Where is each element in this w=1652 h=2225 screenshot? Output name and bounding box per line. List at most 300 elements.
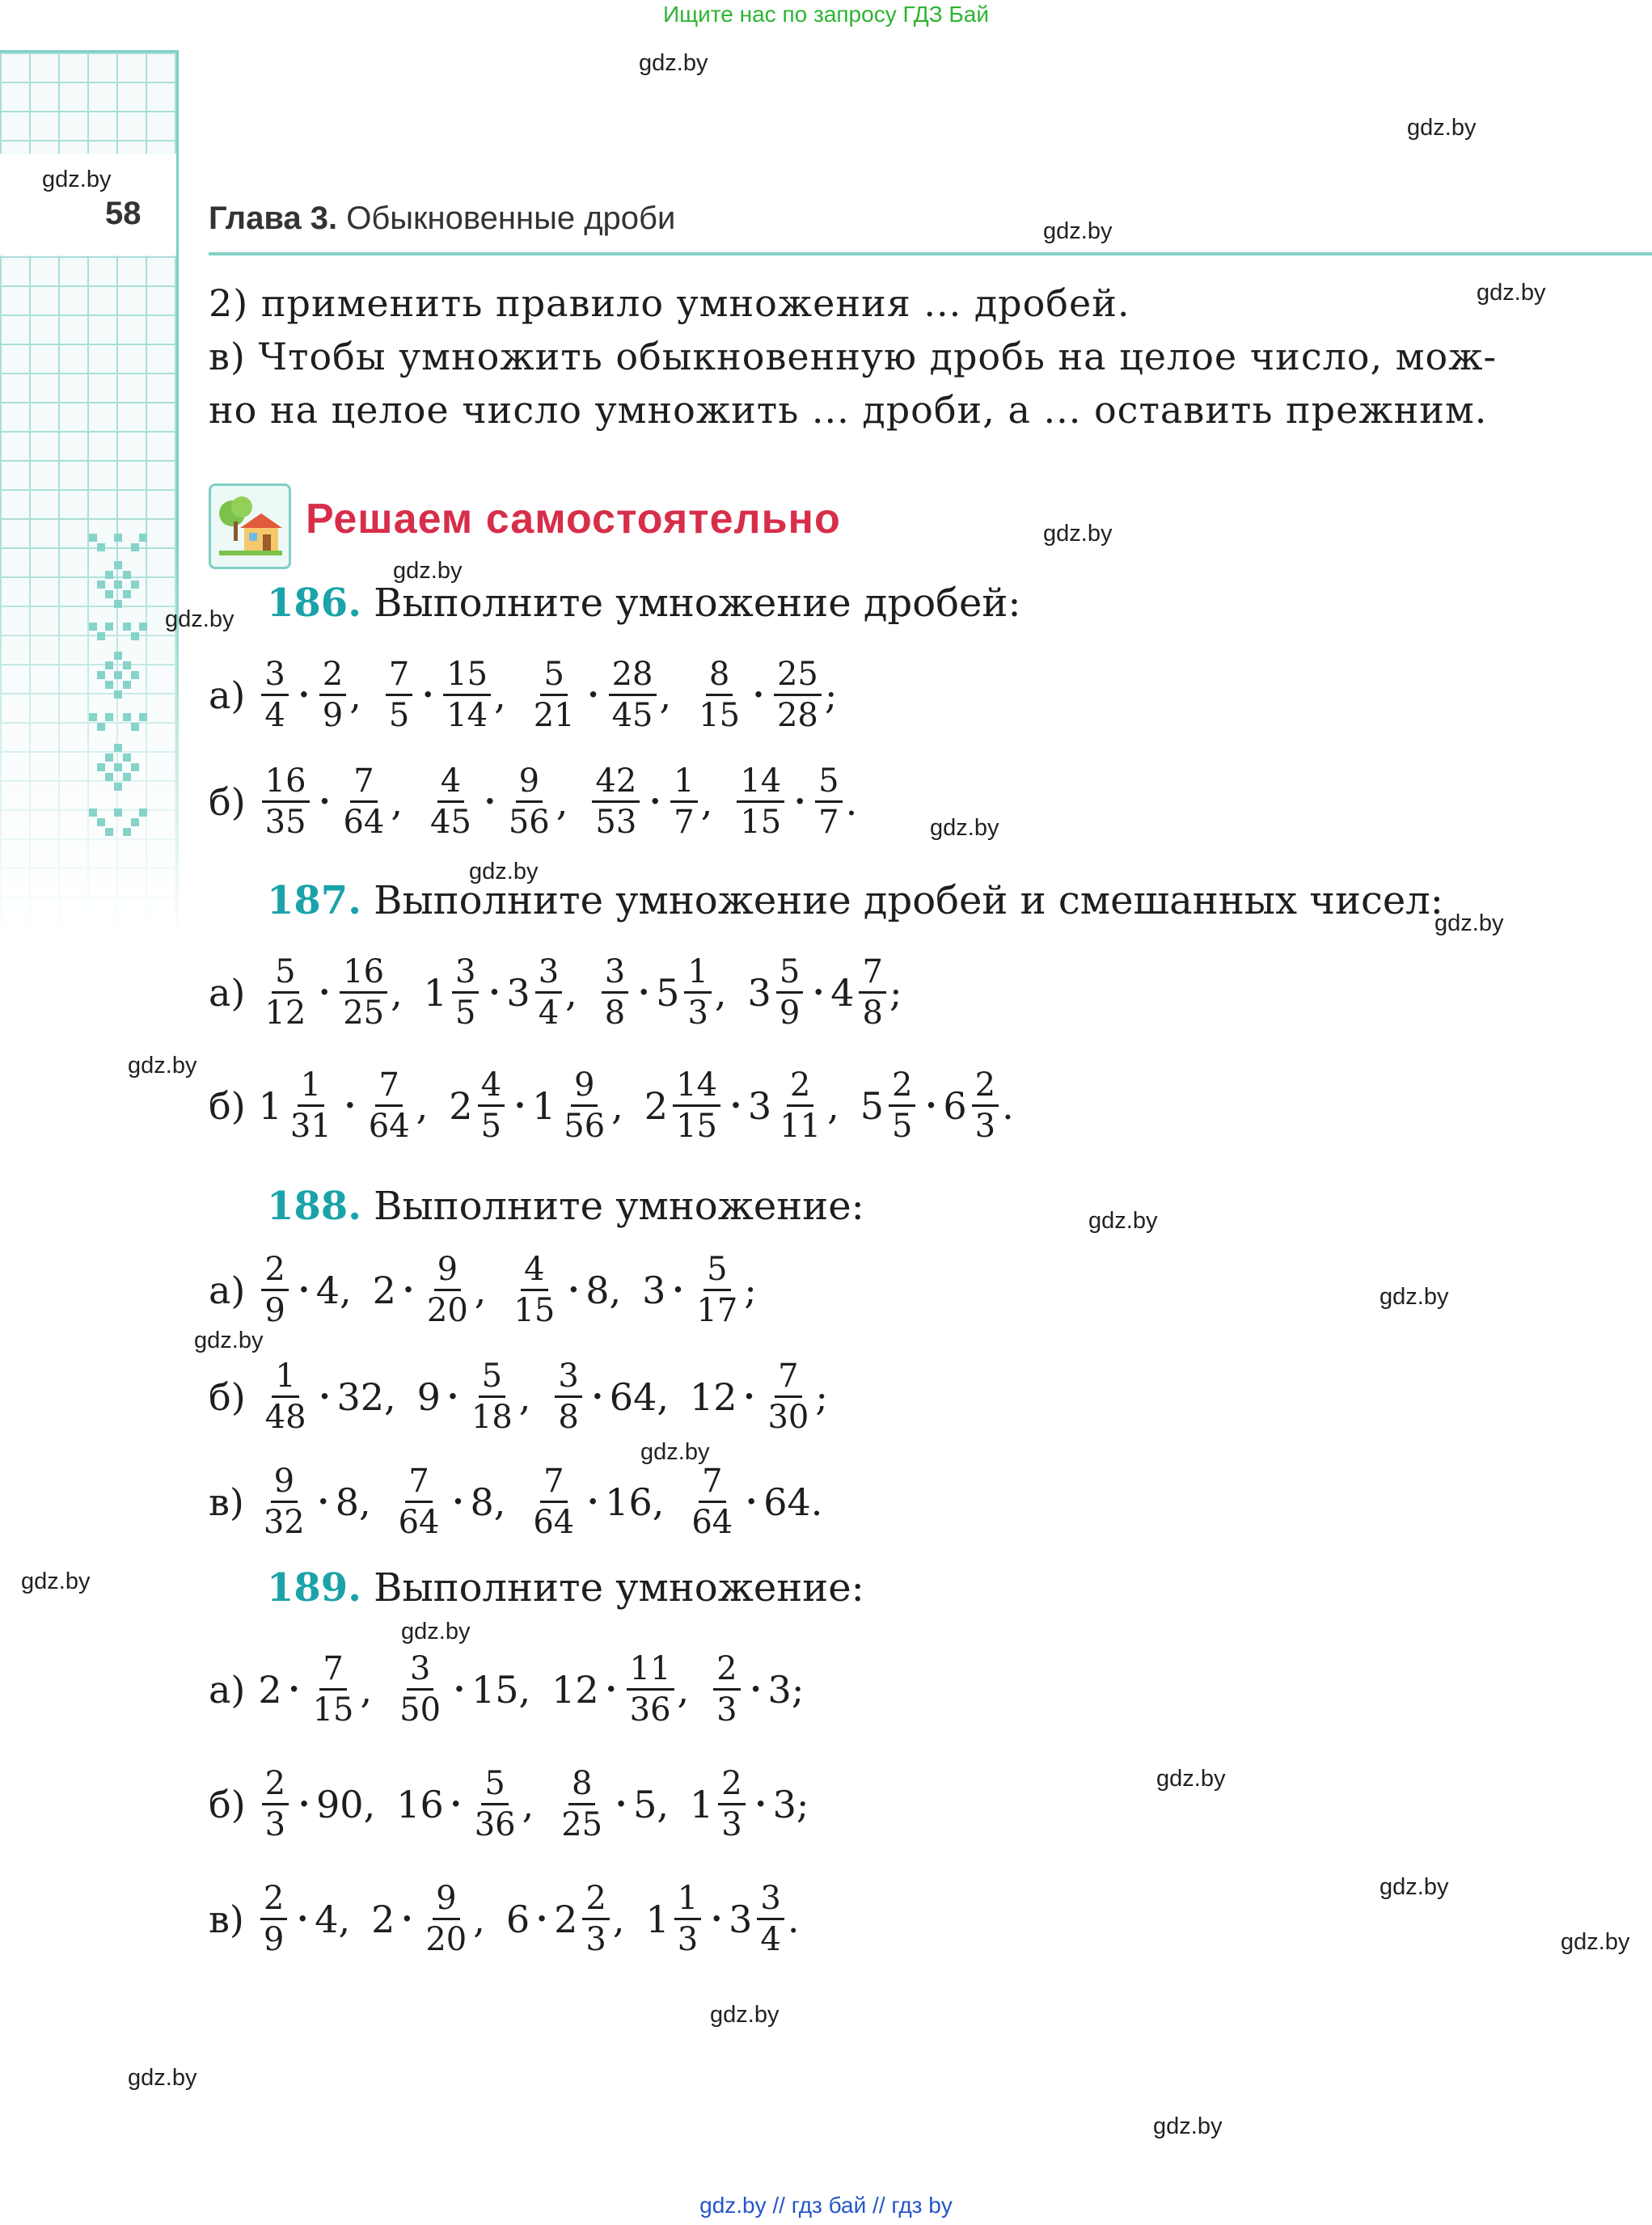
- integer: 64: [763, 1480, 811, 1524]
- punctuation: ,: [609, 1268, 622, 1312]
- fraction: [287, 1066, 335, 1146]
- punctuation: ,: [714, 970, 727, 1015]
- operand: [554, 1879, 613, 1959]
- numerator: 28: [609, 655, 657, 696]
- operand: [526, 1462, 581, 1542]
- operand: [812, 762, 845, 842]
- watermark: gdz.by: [194, 1328, 264, 1353]
- product-expression: [692, 655, 825, 735]
- punctuation: ,: [518, 1374, 531, 1419]
- multiply-dot: ·: [813, 973, 825, 1011]
- fraction: [592, 762, 640, 842]
- fraction: [776, 1066, 824, 1146]
- chapter-label: Глава 3.: [209, 201, 338, 236]
- watermark: gdz.by: [1434, 910, 1504, 936]
- numerator: 2: [319, 655, 346, 696]
- operand: [392, 1462, 446, 1542]
- operand: [690, 1375, 737, 1419]
- denominator: 11: [780, 1108, 822, 1145]
- denominator: 28: [776, 697, 818, 734]
- fraction: [972, 1066, 999, 1146]
- fraction: [673, 1066, 720, 1146]
- intro-line: но на целое число умножить ... дроби, а ... оставить прежним.: [209, 388, 1488, 432]
- multiply-dot: ·: [587, 676, 599, 714]
- numerator: 5: [481, 1764, 508, 1805]
- numerator: 15: [443, 655, 491, 696]
- fraction: [262, 1764, 289, 1844]
- product-expression: [645, 1879, 787, 1959]
- denominator: 3: [721, 1806, 742, 1843]
- multiply-dot: ·: [298, 676, 310, 714]
- fraction: [627, 1649, 674, 1729]
- fraction: [764, 1357, 812, 1437]
- watermark: gdz.by: [128, 1053, 197, 1079]
- denominator: 3: [687, 994, 708, 1032]
- denominator: 5: [455, 994, 476, 1032]
- operand: [551, 1668, 599, 1712]
- numerator: 7: [350, 762, 377, 803]
- denominator: 9: [264, 1292, 285, 1329]
- product-expression: [257, 1462, 359, 1542]
- chapter-divider: [209, 252, 1652, 255]
- fraction: [386, 655, 412, 735]
- product-expression: [258, 952, 391, 1032]
- punctuation: ,: [494, 673, 506, 717]
- punctuation: ,: [657, 1782, 669, 1826]
- multiply-dot: ·: [422, 676, 434, 714]
- punctuation: ,: [340, 1268, 352, 1312]
- watermark: gdz.by: [930, 815, 999, 841]
- product-expression: [507, 1250, 609, 1330]
- product-expression: [382, 655, 494, 735]
- watermark: gdz.by: [401, 1619, 471, 1644]
- watermark: gdz.by: [1477, 280, 1546, 306]
- denominator: 5: [892, 1108, 913, 1145]
- watermark: gdz.by: [21, 1568, 91, 1594]
- integer: 8: [470, 1480, 494, 1524]
- operand: [315, 1898, 338, 1941]
- denominator: 12: [264, 994, 306, 1032]
- denominator: 3: [716, 1691, 737, 1729]
- multiply-dot: ·: [536, 1900, 548, 1938]
- fraction: [609, 655, 657, 735]
- watermark: gdz.by: [393, 558, 463, 584]
- numerator: 11: [627, 1649, 674, 1691]
- row-label: б): [209, 1083, 246, 1128]
- product-expression: [733, 762, 845, 842]
- operand: [690, 1764, 749, 1844]
- punctuation: ,: [659, 673, 672, 717]
- integer: 3: [772, 1782, 796, 1826]
- punctuation: ,: [493, 1480, 506, 1524]
- operand: [468, 1764, 522, 1844]
- numerator: 9: [571, 1066, 598, 1107]
- product-expression: [396, 1764, 522, 1844]
- denominator: 30: [767, 1399, 809, 1436]
- fraction: [365, 1066, 413, 1146]
- punctuation: .: [787, 1897, 800, 1941]
- product-expression: [748, 952, 889, 1032]
- operand: [506, 952, 565, 1032]
- top-banner[interactable]: Ищите нас по запросу ГДЗ Бай: [662, 2, 990, 27]
- multiply-dot: ·: [729, 1087, 741, 1125]
- punctuation: ;: [815, 1374, 828, 1419]
- punctuation: ,: [657, 1374, 669, 1419]
- denominator: 64: [691, 1504, 733, 1541]
- product-expression: [860, 1066, 1002, 1146]
- operand: [257, 1879, 290, 1959]
- operand: [748, 952, 807, 1032]
- product-expression: [424, 952, 565, 1032]
- punctuation: .: [810, 1480, 823, 1524]
- fraction: [452, 952, 479, 1032]
- exercise-row: [209, 1066, 1035, 1146]
- operand: [373, 1269, 396, 1312]
- operand: [258, 655, 291, 735]
- exercise-row: [209, 1649, 825, 1729]
- exercise-number: 188.: [267, 1184, 361, 1229]
- denominator: 15: [699, 697, 741, 734]
- denominator: 35: [264, 804, 306, 841]
- numerator: 5: [272, 952, 298, 994]
- numerator: 7: [319, 1649, 346, 1691]
- integer: 16: [605, 1480, 653, 1524]
- watermark: gdz.by: [1043, 218, 1113, 244]
- integer: 64: [609, 1374, 657, 1419]
- integer: 6: [505, 1897, 530, 1941]
- fraction: [757, 1879, 784, 1959]
- whole-part: 2: [449, 1083, 473, 1128]
- row-label: а): [209, 1268, 246, 1312]
- fraction: [558, 1764, 606, 1844]
- denominator: 31: [289, 1108, 332, 1145]
- operand: [532, 1066, 611, 1146]
- denominator: 48: [264, 1399, 306, 1436]
- fraction: [774, 655, 822, 735]
- denominator: 20: [425, 1921, 467, 1958]
- operand: [645, 1879, 704, 1959]
- product-expression: [258, 1649, 360, 1729]
- operand: [257, 1462, 311, 1542]
- integer: 3: [767, 1667, 792, 1712]
- fraction: [396, 1649, 444, 1729]
- product-expression: [424, 762, 556, 842]
- integer: 5: [633, 1782, 657, 1826]
- fraction: [468, 1357, 516, 1437]
- multiply-dot: ·: [298, 1271, 310, 1309]
- operand: [589, 762, 643, 842]
- integer: 4: [315, 1268, 340, 1312]
- numerator: 5: [540, 655, 567, 696]
- watermark: gdz.by: [165, 606, 234, 632]
- denominator: 8: [604, 994, 626, 1032]
- integer: 15: [471, 1667, 519, 1712]
- denominator: 17: [696, 1292, 738, 1329]
- fraction: [262, 1357, 310, 1437]
- numerator: 14: [673, 1066, 720, 1107]
- operand: [610, 1375, 657, 1419]
- product-expression: [393, 1649, 518, 1729]
- multiply-dot: ·: [794, 783, 806, 821]
- integer: 3: [642, 1268, 666, 1312]
- operand: [259, 1764, 292, 1844]
- product-expression: [555, 1764, 657, 1844]
- product-expression: [551, 1649, 677, 1729]
- multiply-dot: ·: [514, 1087, 526, 1125]
- denominator: 7: [818, 804, 839, 841]
- numerator: 2: [972, 1066, 999, 1107]
- fraction: [688, 1462, 736, 1542]
- watermark: gdz.by: [469, 859, 539, 885]
- footer-links[interactable]: gdz.by // гдз бай // гдз by: [699, 2193, 953, 2218]
- multiply-dot: ·: [638, 973, 650, 1011]
- denominator: 9: [779, 994, 801, 1032]
- numerator: 25: [774, 655, 822, 696]
- numerator: 4: [521, 1250, 547, 1291]
- fraction: [695, 655, 743, 735]
- numerator: 2: [787, 1066, 813, 1107]
- numerator: 7: [375, 1066, 402, 1107]
- numerator: 3: [757, 1879, 784, 1920]
- operand: [771, 655, 825, 735]
- exercise-row: [209, 762, 878, 842]
- watermark: gdz.by: [1407, 115, 1477, 141]
- numerator: 7: [405, 1462, 432, 1503]
- row-label: в): [209, 1480, 244, 1524]
- operand: [623, 1649, 678, 1729]
- product-expression: [257, 1879, 339, 1959]
- fraction: [815, 762, 842, 842]
- operand: [371, 1898, 395, 1941]
- integer: 2: [372, 1268, 396, 1312]
- numerator: 1: [684, 952, 711, 994]
- operand: [761, 1357, 815, 1437]
- watermark: gdz.by: [1153, 2113, 1223, 2139]
- fraction: [776, 952, 803, 1032]
- exercise-title: Выполните умножение:: [374, 1565, 864, 1611]
- operand: [259, 1357, 313, 1437]
- numerator: 9: [271, 1462, 298, 1503]
- exercise-header: [267, 1184, 864, 1229]
- ornament-icon: [89, 534, 147, 906]
- multiply-dot: ·: [746, 1483, 758, 1521]
- denominator: 15: [676, 1108, 717, 1145]
- operand: [336, 762, 391, 842]
- row-label: б): [209, 1782, 246, 1826]
- denominator: 32: [263, 1504, 305, 1541]
- denominator: 64: [398, 1504, 440, 1541]
- product-expression: [259, 1066, 416, 1146]
- operand: [860, 1066, 919, 1146]
- watermark: gdz.by: [1561, 1929, 1630, 1955]
- product-expression: [259, 1764, 364, 1844]
- intro-line: 2) применить правило умножения ... дробей.: [209, 281, 1130, 325]
- fraction: [560, 1066, 608, 1146]
- operand: [527, 655, 581, 735]
- product-expression: [710, 1649, 792, 1729]
- multiply-dot: ·: [672, 1271, 684, 1309]
- whole-part: 5: [656, 970, 680, 1015]
- whole-part: 3: [729, 1897, 753, 1941]
- numerator: 2: [261, 1250, 288, 1291]
- punctuation: ,: [474, 1268, 487, 1312]
- page-number: 58: [105, 196, 142, 231]
- integer: 12: [689, 1374, 737, 1419]
- fraction: [684, 952, 711, 1032]
- row-label: б): [209, 1374, 246, 1419]
- operand: [507, 1250, 561, 1330]
- punctuation: ,: [612, 1897, 625, 1941]
- product-expression: [690, 1764, 796, 1844]
- operand: [763, 1480, 811, 1524]
- denominator: 56: [564, 1108, 606, 1145]
- denominator: 3: [677, 1921, 699, 1958]
- fraction: [424, 1250, 471, 1330]
- denominator: 45: [611, 697, 653, 734]
- fraction: [602, 952, 628, 1032]
- exercise-header: [267, 1565, 864, 1611]
- integer: 90: [316, 1782, 364, 1826]
- punctuation: ,: [358, 1480, 371, 1524]
- numerator: 3: [555, 1357, 581, 1398]
- denominator: 3: [264, 1806, 286, 1843]
- fraction: [582, 1879, 609, 1959]
- fraction: [260, 1879, 287, 1959]
- exercise-row: [209, 1250, 778, 1330]
- fraction: [478, 1066, 505, 1146]
- numerator: 2: [718, 1764, 745, 1805]
- numerator: 16: [340, 952, 387, 994]
- watermark: gdz.by: [1156, 1766, 1226, 1792]
- operand: [440, 655, 494, 735]
- whole-part: 4: [830, 970, 855, 1015]
- punctuation: ,: [473, 1897, 485, 1941]
- product-expression: [259, 1357, 384, 1437]
- exercise-number: 186.: [267, 581, 361, 626]
- numerator: 5: [703, 1250, 730, 1291]
- punctuation: ,: [556, 779, 568, 824]
- numerator: 9: [434, 1250, 461, 1291]
- numerator: 2: [260, 1879, 287, 1920]
- denominator: 20: [426, 1292, 468, 1329]
- operand: [748, 1066, 827, 1146]
- denominator: 9: [322, 697, 344, 734]
- numerator: 16: [262, 762, 310, 803]
- exercise-row: [209, 655, 858, 735]
- denominator: 15: [312, 1691, 354, 1729]
- exercise-row: [209, 1357, 849, 1437]
- whole-part: 1: [423, 970, 448, 1015]
- denominator: 5: [388, 697, 410, 734]
- numerator: 1: [674, 1879, 701, 1920]
- operand: [506, 1898, 530, 1941]
- punctuation: ,: [391, 970, 403, 1015]
- row-label: в): [209, 1897, 244, 1941]
- multiply-dot: ·: [568, 1271, 580, 1309]
- operand: [644, 1066, 724, 1146]
- row-label: а): [209, 673, 246, 717]
- fraction: [471, 1764, 519, 1844]
- integer: 32: [336, 1374, 385, 1419]
- numerator: 3: [602, 952, 628, 994]
- operand: [733, 762, 788, 842]
- multiply-dot: ·: [401, 1900, 413, 1938]
- product-expression: [417, 1357, 519, 1437]
- multiply-dot: ·: [743, 1378, 755, 1416]
- denominator: 45: [430, 804, 471, 841]
- watermark: gdz.by: [639, 50, 708, 76]
- punctuation: ;: [744, 1268, 757, 1312]
- multiply-dot: ·: [319, 1378, 331, 1416]
- fraction: [340, 762, 387, 842]
- punctuation: ,: [565, 970, 577, 1015]
- numerator: 7: [540, 1462, 567, 1503]
- multiply-dot: ·: [753, 676, 764, 714]
- fraction: [670, 762, 697, 842]
- punctuation: ,: [338, 1897, 351, 1941]
- numerator: 4: [437, 762, 464, 803]
- denominator: 4: [264, 697, 285, 734]
- watermark: gdz.by: [1379, 1874, 1449, 1900]
- operand: [316, 655, 349, 735]
- exercise-title: Выполните умножение дробей:: [374, 581, 1021, 626]
- operand: [555, 1764, 609, 1844]
- whole-part: 3: [747, 1083, 772, 1128]
- whole-part: 1: [258, 1083, 282, 1128]
- operand: [382, 655, 416, 735]
- operand: [502, 762, 556, 842]
- fraction: [395, 1462, 443, 1542]
- punctuation: ;: [824, 673, 838, 717]
- multiply-dot: ·: [344, 1087, 356, 1125]
- product-expression: [373, 1250, 475, 1330]
- operand: [551, 1357, 585, 1437]
- denominator: 25: [561, 1806, 603, 1843]
- numerator: 4: [478, 1066, 505, 1107]
- whole-part: 3: [506, 970, 530, 1015]
- operand: [606, 655, 660, 735]
- denominator: 4: [760, 1921, 781, 1958]
- punctuation: ,: [652, 1480, 665, 1524]
- fraction: [718, 1764, 745, 1844]
- fraction: [261, 1250, 288, 1330]
- multiply-dot: ·: [454, 1670, 465, 1708]
- punctuation: ,: [700, 779, 713, 824]
- watermark: gdz.by: [710, 2002, 780, 2028]
- operand: [316, 1269, 340, 1312]
- multiply-dot: ·: [297, 1900, 309, 1938]
- product-expression: [258, 1250, 340, 1330]
- operand: [306, 1649, 361, 1729]
- numerator: 14: [737, 762, 784, 803]
- integer: 4: [315, 1897, 339, 1941]
- denominator: 8: [862, 994, 883, 1032]
- numerator: 1: [298, 1066, 324, 1107]
- product-expression: [690, 1357, 815, 1437]
- whole-part: 6: [943, 1083, 967, 1128]
- fraction: [505, 762, 553, 842]
- numerator: 3: [407, 1649, 433, 1691]
- operand: [258, 952, 312, 1032]
- exercise-row: [209, 1764, 830, 1844]
- product-expression: [506, 1879, 613, 1959]
- product-expression: [259, 762, 391, 842]
- numerator: 1: [272, 1357, 298, 1398]
- numerator: 7: [699, 1462, 725, 1503]
- denominator: 3: [585, 1921, 606, 1958]
- product-expression: [685, 1462, 810, 1542]
- operand: [471, 1668, 519, 1712]
